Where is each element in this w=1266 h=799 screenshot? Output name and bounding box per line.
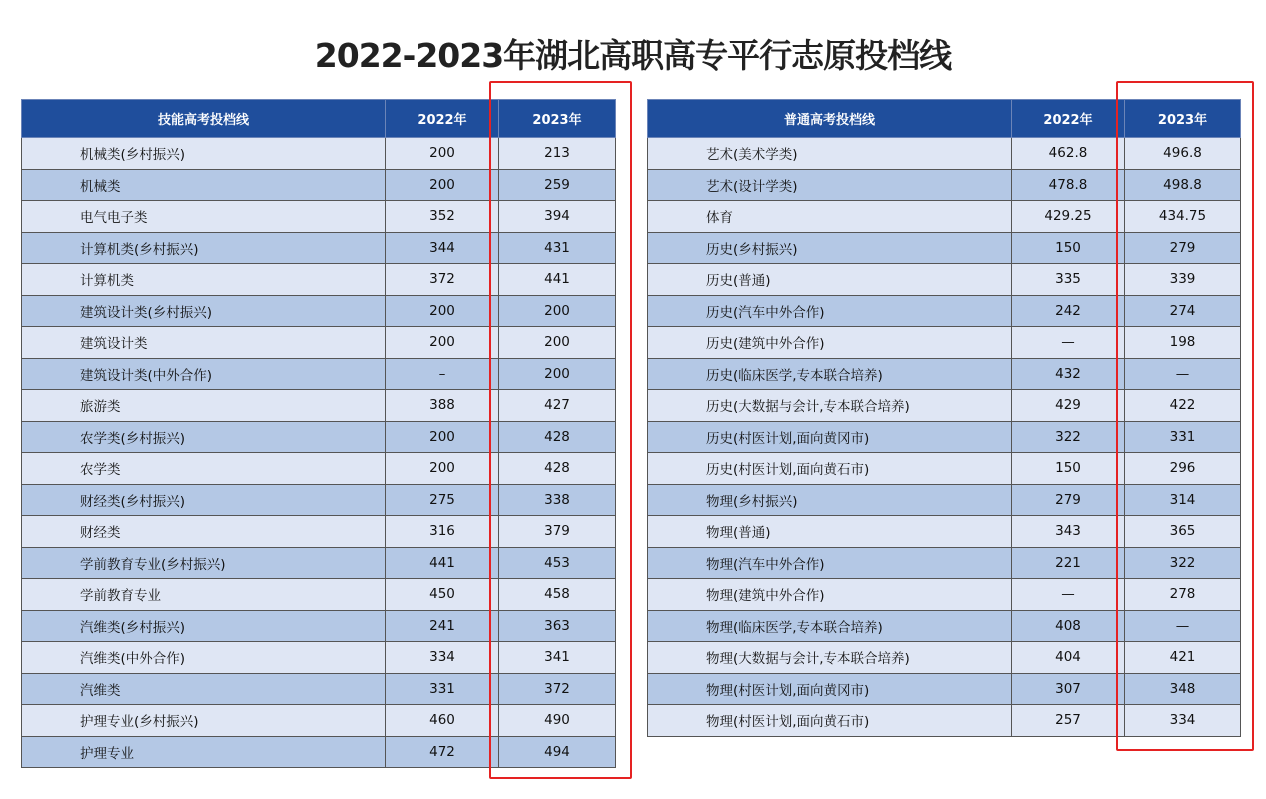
category-cell: 护理专业(乡村振兴)	[22, 705, 386, 737]
score-2023-cell: 363	[499, 610, 616, 642]
category-cell: 物理(村医计划,面向黄石市)	[648, 705, 1012, 737]
score-2022-cell: 200	[386, 453, 499, 485]
score-2022-cell: 150	[1012, 453, 1125, 485]
category-cell: 财经类(乡村振兴)	[22, 484, 386, 516]
score-2022-cell: —	[1012, 579, 1125, 611]
score-2022-cell: 441	[386, 547, 499, 579]
category-cell: 建筑设计类(中外合作)	[22, 358, 386, 390]
category-cell: 艺术(美术学类)	[648, 138, 1012, 170]
category-cell: 物理(乡村振兴)	[648, 484, 1012, 516]
score-2022-cell: 242	[1012, 295, 1125, 327]
score-2023-cell: 200	[499, 327, 616, 359]
score-2023-cell: 427	[499, 390, 616, 422]
category-cell: 建筑设计类(乡村振兴)	[22, 295, 386, 327]
score-2023-cell: 496.8	[1125, 138, 1241, 170]
category-cell: 计算机类(乡村振兴)	[22, 232, 386, 264]
score-2023-cell: 434.75	[1125, 201, 1241, 233]
category-cell: 电气电子类	[22, 201, 386, 233]
score-2023-cell: 279	[1125, 232, 1241, 264]
category-cell: 学前教育专业	[22, 579, 386, 611]
category-cell: 历史(普通)	[648, 264, 1012, 296]
score-2022-cell: 275	[386, 484, 499, 516]
score-2023-cell: 428	[499, 421, 616, 453]
score-2022-cell: 150	[1012, 232, 1125, 264]
score-2023-cell: 431	[499, 232, 616, 264]
column-header-2023: 2023年	[499, 100, 616, 138]
category-cell: 物理(临床医学,专本联合培养)	[648, 610, 1012, 642]
column-header-2022: 2022年	[386, 100, 499, 138]
score-2022-cell: 344	[386, 232, 499, 264]
score-2023-cell: 441	[499, 264, 616, 296]
score-2023-cell: 213	[499, 138, 616, 170]
score-2023-cell: 331	[1125, 421, 1241, 453]
score-2023-cell: 314	[1125, 484, 1241, 516]
score-2023-cell: 365	[1125, 516, 1241, 548]
category-cell: 物理(汽车中外合作)	[648, 547, 1012, 579]
score-2022-cell: 408	[1012, 610, 1125, 642]
category-cell: 学前教育专业(乡村振兴)	[22, 547, 386, 579]
score-2022-cell: 478.8	[1012, 169, 1125, 201]
category-cell: 历史(村医计划,面向黄冈市)	[648, 421, 1012, 453]
category-cell: 物理(普通)	[648, 516, 1012, 548]
category-cell: 历史(村医计划,面向黄石市)	[648, 453, 1012, 485]
score-2022-cell: 307	[1012, 673, 1125, 705]
category-cell: 汽维类	[22, 673, 386, 705]
score-2023-cell: 296	[1125, 453, 1241, 485]
column-header-2023: 2023年	[1125, 100, 1241, 138]
score-2023-cell: 259	[499, 169, 616, 201]
score-2022-cell: 450	[386, 579, 499, 611]
category-cell: 物理(村医计划,面向黄冈市)	[648, 673, 1012, 705]
score-2022-cell: 404	[1012, 642, 1125, 674]
column-header-2022: 2022年	[1012, 100, 1125, 138]
score-2023-cell: 372	[499, 673, 616, 705]
category-cell: 农学类	[22, 453, 386, 485]
category-cell: 物理(大数据与会计,专本联合培养)	[648, 642, 1012, 674]
category-cell: 历史(建筑中外合作)	[648, 327, 1012, 359]
category-cell: 历史(乡村振兴)	[648, 232, 1012, 264]
score-2022-cell: 429.25	[1012, 201, 1125, 233]
column-header-category: 技能高考投档线	[22, 100, 386, 138]
score-2023-cell: 394	[499, 201, 616, 233]
score-2023-cell: 200	[499, 295, 616, 327]
category-cell: 护理专业	[22, 736, 386, 768]
score-2022-cell: 331	[386, 673, 499, 705]
highlight-box-2023-right	[1116, 81, 1254, 751]
column-header-category: 普通高考投档线	[648, 100, 1012, 138]
score-2022-cell: 460	[386, 705, 499, 737]
score-2023-cell: 498.8	[1125, 169, 1241, 201]
category-cell: 建筑设计类	[22, 327, 386, 359]
score-2023-cell: 274	[1125, 295, 1241, 327]
score-2023-cell: 322	[1125, 547, 1241, 579]
score-2022-cell: 322	[1012, 421, 1125, 453]
score-2022-cell: 200	[386, 169, 499, 201]
score-2023-cell: 428	[499, 453, 616, 485]
score-2023-cell: 453	[499, 547, 616, 579]
score-2022-cell: 316	[386, 516, 499, 548]
category-cell: 机械类	[22, 169, 386, 201]
score-2022-cell: 372	[386, 264, 499, 296]
score-2022-cell: 334	[386, 642, 499, 674]
score-2022-cell: —	[1012, 327, 1125, 359]
score-2022-cell: 388	[386, 390, 499, 422]
score-2022-cell: 432	[1012, 358, 1125, 390]
score-2022-cell: 200	[386, 421, 499, 453]
category-cell: 体育	[648, 201, 1012, 233]
score-2022-cell: 221	[1012, 547, 1125, 579]
score-2023-cell: 458	[499, 579, 616, 611]
score-2022-cell: 200	[386, 327, 499, 359]
category-cell: 历史(大数据与会计,专本联合培养)	[648, 390, 1012, 422]
category-cell: 历史(临床医学,专本联合培养)	[648, 358, 1012, 390]
score-2023-cell: 348	[1125, 673, 1241, 705]
category-cell: 艺术(设计学类)	[648, 169, 1012, 201]
score-2023-cell: 422	[1125, 390, 1241, 422]
score-2023-cell: 339	[1125, 264, 1241, 296]
category-cell: 农学类(乡村振兴)	[22, 421, 386, 453]
score-2022-cell: 352	[386, 201, 499, 233]
score-2022-cell: 200	[386, 138, 499, 170]
score-2022-cell: –	[386, 358, 499, 390]
score-2022-cell: 472	[386, 736, 499, 768]
score-2023-cell: 278	[1125, 579, 1241, 611]
score-2022-cell: 462.8	[1012, 138, 1125, 170]
score-2022-cell: 343	[1012, 516, 1125, 548]
score-2023-cell: 490	[499, 705, 616, 737]
category-cell: 机械类(乡村振兴)	[22, 138, 386, 170]
score-2022-cell: 335	[1012, 264, 1125, 296]
highlight-box-2023-left	[489, 81, 632, 779]
category-cell: 汽维类(中外合作)	[22, 642, 386, 674]
category-cell: 汽维类(乡村振兴)	[22, 610, 386, 642]
score-2023-cell: 198	[1125, 327, 1241, 359]
score-2023-cell: 379	[499, 516, 616, 548]
category-cell: 旅游类	[22, 390, 386, 422]
score-2023-cell: 200	[499, 358, 616, 390]
score-2023-cell: —	[1125, 358, 1241, 390]
score-2023-cell: 494	[499, 736, 616, 768]
score-2023-cell: 341	[499, 642, 616, 674]
score-2023-cell: —	[1125, 610, 1241, 642]
score-2023-cell: 338	[499, 484, 616, 516]
category-cell: 历史(汽车中外合作)	[648, 295, 1012, 327]
score-2022-cell: 200	[386, 295, 499, 327]
category-cell: 计算机类	[22, 264, 386, 296]
score-2023-cell: 421	[1125, 642, 1241, 674]
score-2022-cell: 279	[1012, 484, 1125, 516]
score-2022-cell: 241	[386, 610, 499, 642]
category-cell: 财经类	[22, 516, 386, 548]
category-cell: 物理(建筑中外合作)	[648, 579, 1012, 611]
score-2023-cell: 334	[1125, 705, 1241, 737]
score-2022-cell: 257	[1012, 705, 1125, 737]
page-title: 2022-2023年湖北高职高专平行志原投档线	[314, 36, 952, 75]
score-2022-cell: 429	[1012, 390, 1125, 422]
